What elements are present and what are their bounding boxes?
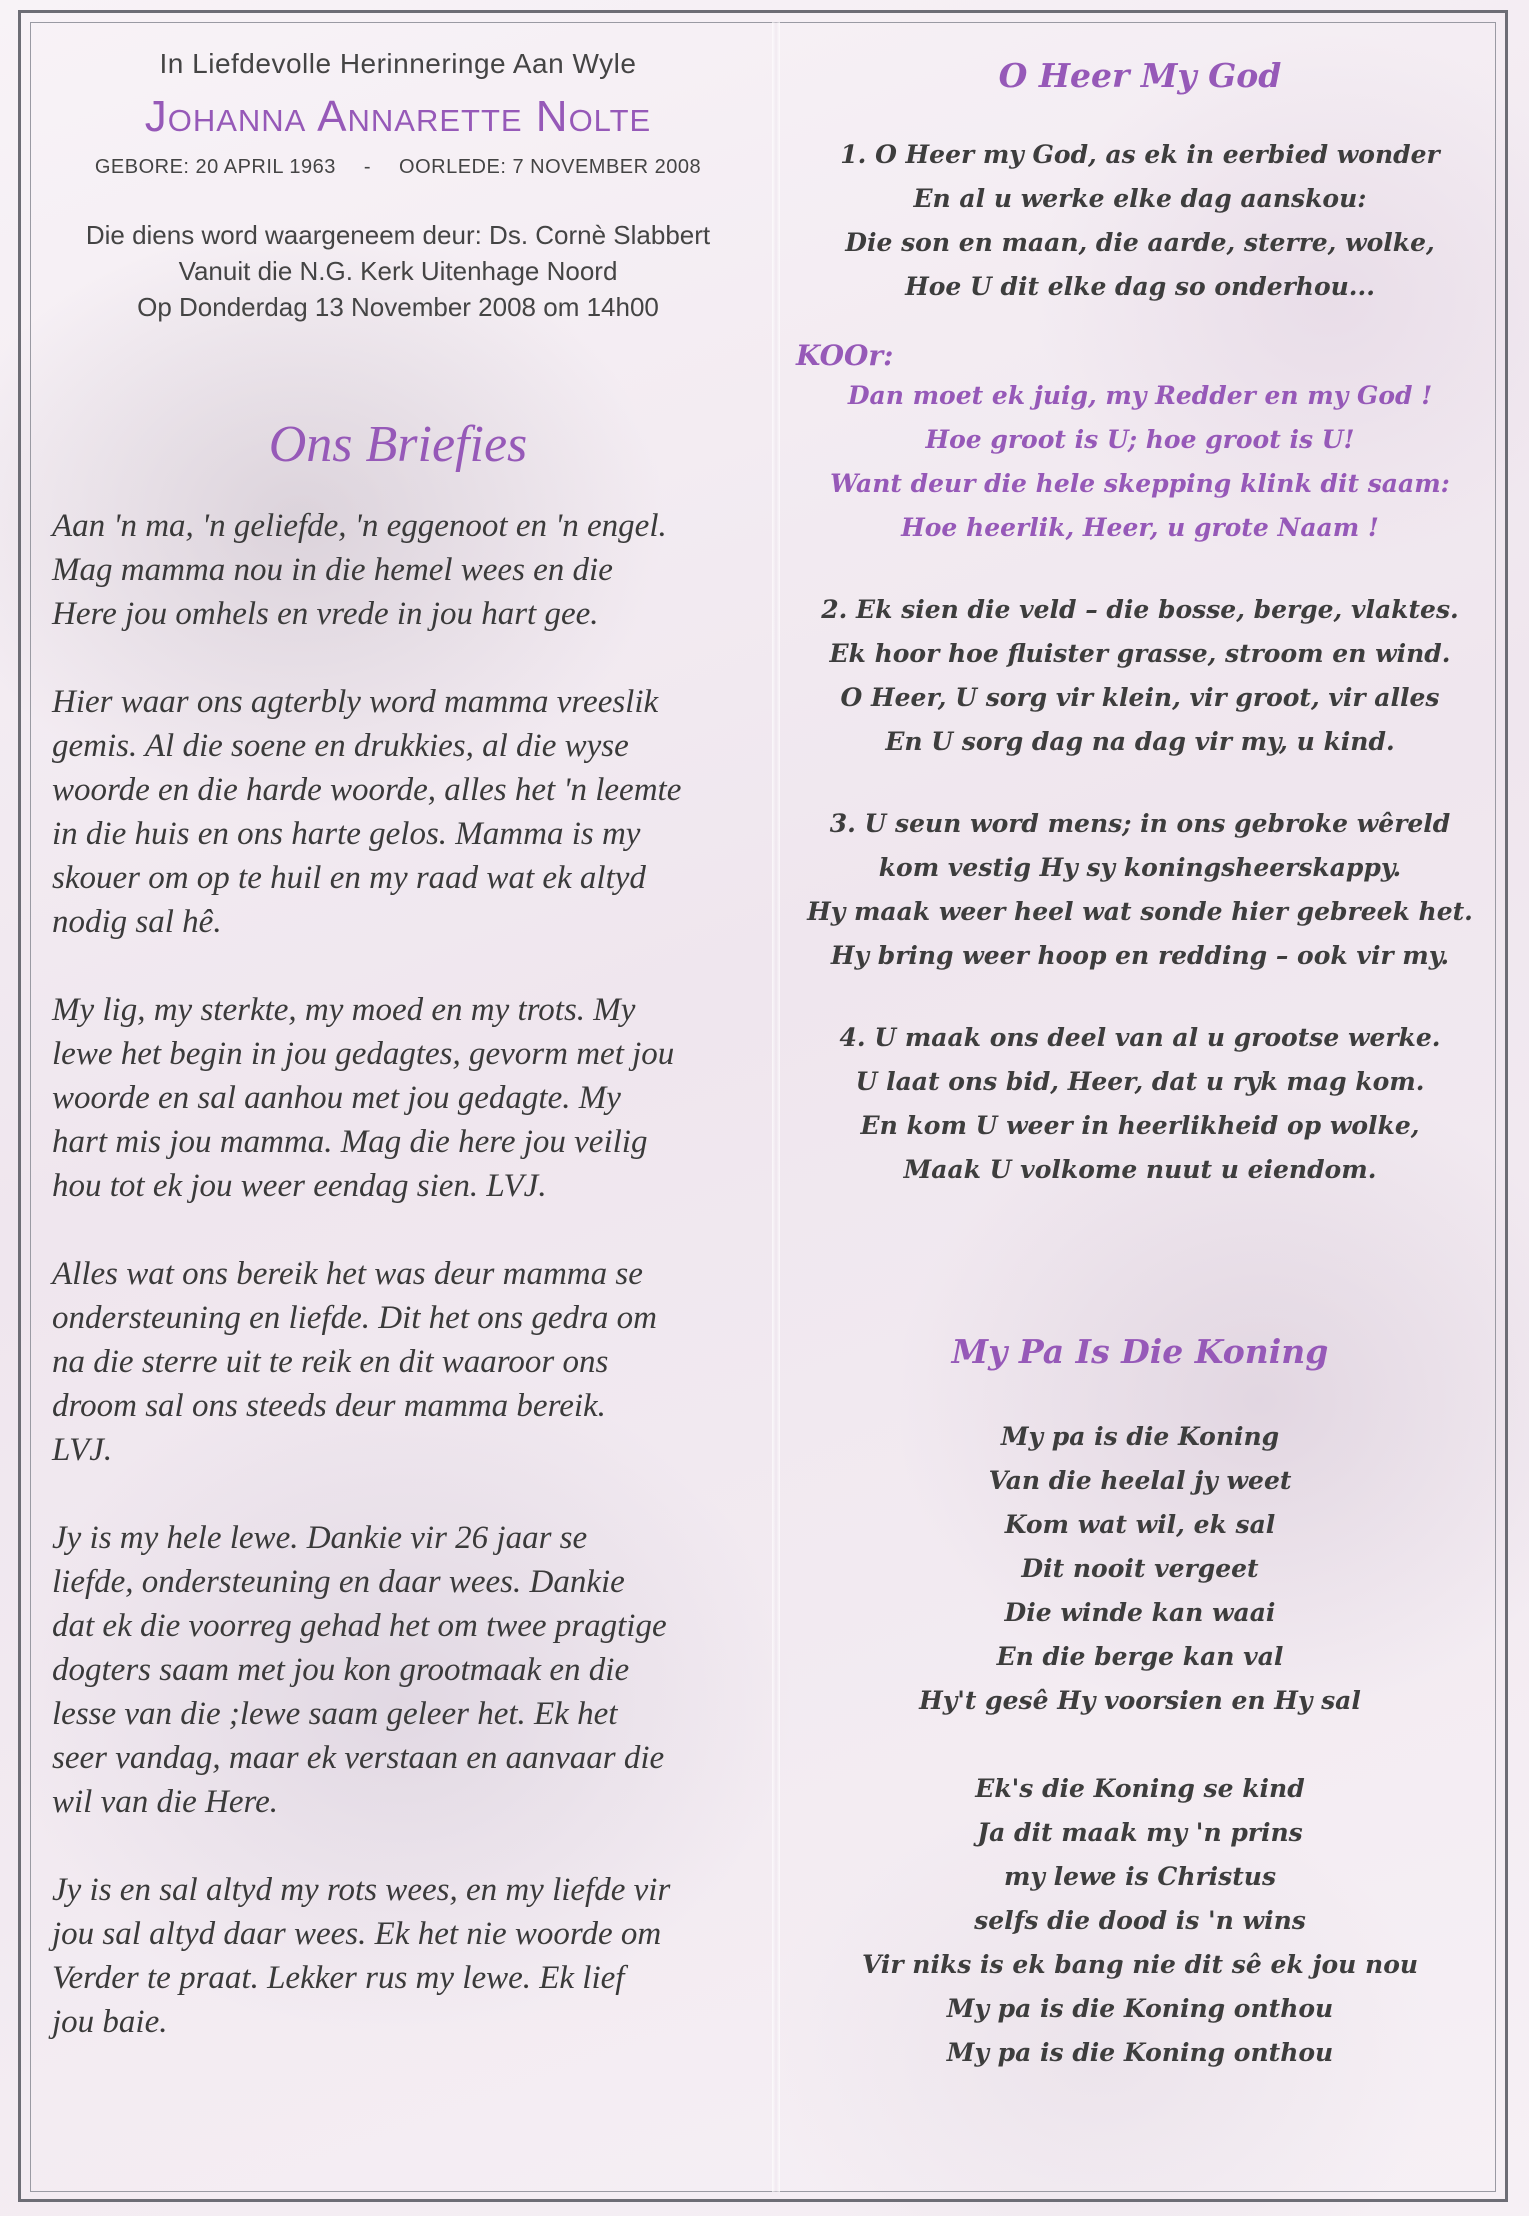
letter-line: Jy is my hele lewe. Dankie vir 26 jaar se [52,1520,588,1556]
verse-line: U laat ons bid, Heer, dat u ryk mag kom. [855,1067,1425,1096]
hymn-stanza-1 [790,133,1490,309]
letter-line: Jy is en sal altyd my rots wees, en my liefde vir [52,1872,671,1908]
letter-line: Here jou omhels en vrede in jou hart gee. [52,596,599,632]
verse-line: my lewe is Christus [1003,1862,1277,1891]
verse-line: Hy maak weer heel wat sonde hier gebreek het. [807,897,1473,926]
letter-line: dat ek die voorreg gehad het om twee pragtige [52,1608,667,1644]
verse-line: Hoe groot is U; hoe groot is U! [925,425,1355,454]
verse-line: kom vestig Hy sy koningsheerskappy. [878,853,1402,882]
song-title: My Pa Is Die Koning [951,1332,1329,1371]
verse-line: En die berge kan val [996,1642,1284,1671]
verse-line: Die son en maan, die aarde, sterre, wolke, [845,228,1435,257]
verse-line: En kom U weer in heerlikheid op wolke, [860,1111,1420,1140]
letter-line: Hier waar ons agterbly word mamma vreeslik [52,684,659,720]
verse-line: Hy't gesê Hy voorsien en Hy sal [919,1686,1361,1715]
left-column [48,30,748,2088]
letter-line: LVJ. [52,1432,113,1468]
deceased-name: Johanna Annarette Nolte [144,92,652,141]
verse-line: My pa is die Koning [1000,1422,1280,1451]
chorus-label: KOOr: [796,339,894,372]
verse-line: 2. Ek sien die veld – die bosse, berge, vlaktes. [821,595,1459,624]
verse-line: 4. U maak ons deel van al u grootse werke. [839,1023,1441,1052]
letter-line: Verder te praat. Lekker rus my lewe. Ek lief [52,1960,625,1996]
life-dates [48,156,748,179]
verse-line: Ek hoor hoe fluister grasse, stroom en wind. [829,639,1451,668]
song-verse-2 [790,1767,1490,2075]
column-divider [772,22,780,2192]
letter-paragraph [52,1516,748,1824]
letter-line: nodig sal hê. [52,904,222,940]
birth-date: GEBORE: 20 APRIL 1963 [94,156,336,178]
verse-line: Hoe U dit elke dag so onderhou... [905,272,1375,301]
verse-line: En U sorg dag na dag vir my, u kind. [885,727,1395,756]
verse-line: Want deur die hele skepping klink dit saam: [830,469,1450,498]
service-church: Vanuit die N.G. Kerk Uitenhage Noord [178,256,618,286]
letters-title: Ons Briefies [268,416,528,473]
right-column [790,30,1490,2075]
death-date: OORLEDE: 7 NOVEMBER 2008 [399,156,702,178]
letter-line: in die huis en ons harte gelos. Mamma is my [52,816,641,852]
letter-line: woorde en sal aanhou met jou gedagte. My [52,1080,621,1116]
letter-paragraph [52,680,748,944]
letter-line: hart mis jou mamma. Mag die here jou veilig [52,1124,648,1160]
letter-line: ondersteuning en liefde. Dit het ons gedra om [52,1300,657,1336]
letter-line: Mag mamma nou in die hemel wees en die [52,552,613,588]
letter-line: gemis. Al die soene en drukkies, al die wyse [52,728,629,764]
date-separator: - [363,156,372,178]
service-details [48,217,748,325]
letter-paragraph [52,988,748,1208]
verse-line: Kom wat wil, ek sal [1004,1510,1276,1539]
verse-line: Dan moet ek juig, my Redder en my God ! [847,381,1433,410]
letter-line: Alles wat ons bereik het was deur mamma se [52,1256,643,1292]
letter-line: lesse van die ;lewe saam geleer het. Ek het [52,1696,618,1732]
song-verse-1 [790,1415,1490,1723]
verse-line: Hy bring weer hoop en redding – ook vir my. [830,941,1450,970]
service-datetime: Op Donderdag 13 November 2008 om 14h00 [137,292,659,322]
verse-line: My pa is die Koning onthou [946,2038,1334,2067]
verse-line: Maak U volkome nuut u eiendom. [903,1155,1377,1184]
letter-line: jou baie. [52,2004,168,2040]
letter-paragraph [52,1252,748,1472]
verse-line: O Heer, U sorg vir klein, vir groot, vir alles [840,683,1440,712]
verse-line: Van die heelal jy weet [988,1466,1292,1495]
hymn-stanza-2 [790,588,1490,764]
verse-line: Vir niks is ek bang nie dit sê ek jou nou [861,1950,1419,1979]
verse-line: 1. O Heer my God, as ek in eerbied wonder [840,140,1440,169]
letter-line: na die sterre uit te reik en dit waaroor ons [52,1344,609,1380]
letter-line: My lig, my sterkte, my moed en my trots. My [52,992,636,1028]
verse-line: Ek's die Koning se kind [975,1774,1305,1803]
letter-line: Aan 'n ma, 'n geliefde, 'n eggenoot en 'n engel. [52,508,667,544]
verse-line: Hoe heerlik, Heer, u grote Naam ! [901,513,1379,542]
letter-paragraph [52,1868,748,2044]
letter-paragraph [52,504,748,636]
verse-line: My pa is die Koning onthou [946,1994,1334,2023]
verse-line: Dit nooit vergeet [1021,1554,1259,1583]
letters-list [48,504,748,2044]
hymn-stanza-3 [790,802,1490,978]
memorial-heading: In Liefdevolle Herinneringe Aan Wyle [159,48,637,79]
verse-line: selfs die dood is 'n wins [974,1906,1306,1935]
letter-line: droom sal ons steeds deur mamma bereik. [52,1388,606,1424]
letter-line: hou tot ek jou weer eendag sien. LVJ. [52,1168,547,1204]
hymn-chorus [790,374,1490,550]
letter-line: wil van die Here. [52,1784,279,1820]
letter-line: woorde en die harde woorde, alles het 'n leemte [52,772,682,808]
verse-line: Die winde kan waai [1004,1598,1276,1627]
letter-line: jou sal altyd daar wees. Ek het nie woorde om [52,1916,662,1952]
letter-line: seer vandag, maar ek verstaan en aanvaar die [52,1740,665,1776]
verse-line: 3. U seun word mens; in ons gebroke wêreld [829,809,1451,838]
verse-line: Ja dit maak my 'n prins [977,1818,1303,1847]
letter-line: skouer om op te huil en my raad wat ek altyd [52,860,646,896]
letter-line: liefde, ondersteuning en daar wees. Dankie [52,1564,625,1600]
service-officiant: Die diens word waargeneem deur: Ds. Cornè Slabbert [85,220,711,250]
letter-line: lewe het begin in jou gedagtes, gevorm met jou [52,1036,675,1072]
hymn-title: O Heer My God [998,56,1282,95]
verse-line: En al u werke elke dag aanskou: [913,184,1367,213]
hymn-stanza-4 [790,1016,1490,1192]
letter-line: dogters saam met jou kon grootmaak en die [52,1652,630,1688]
